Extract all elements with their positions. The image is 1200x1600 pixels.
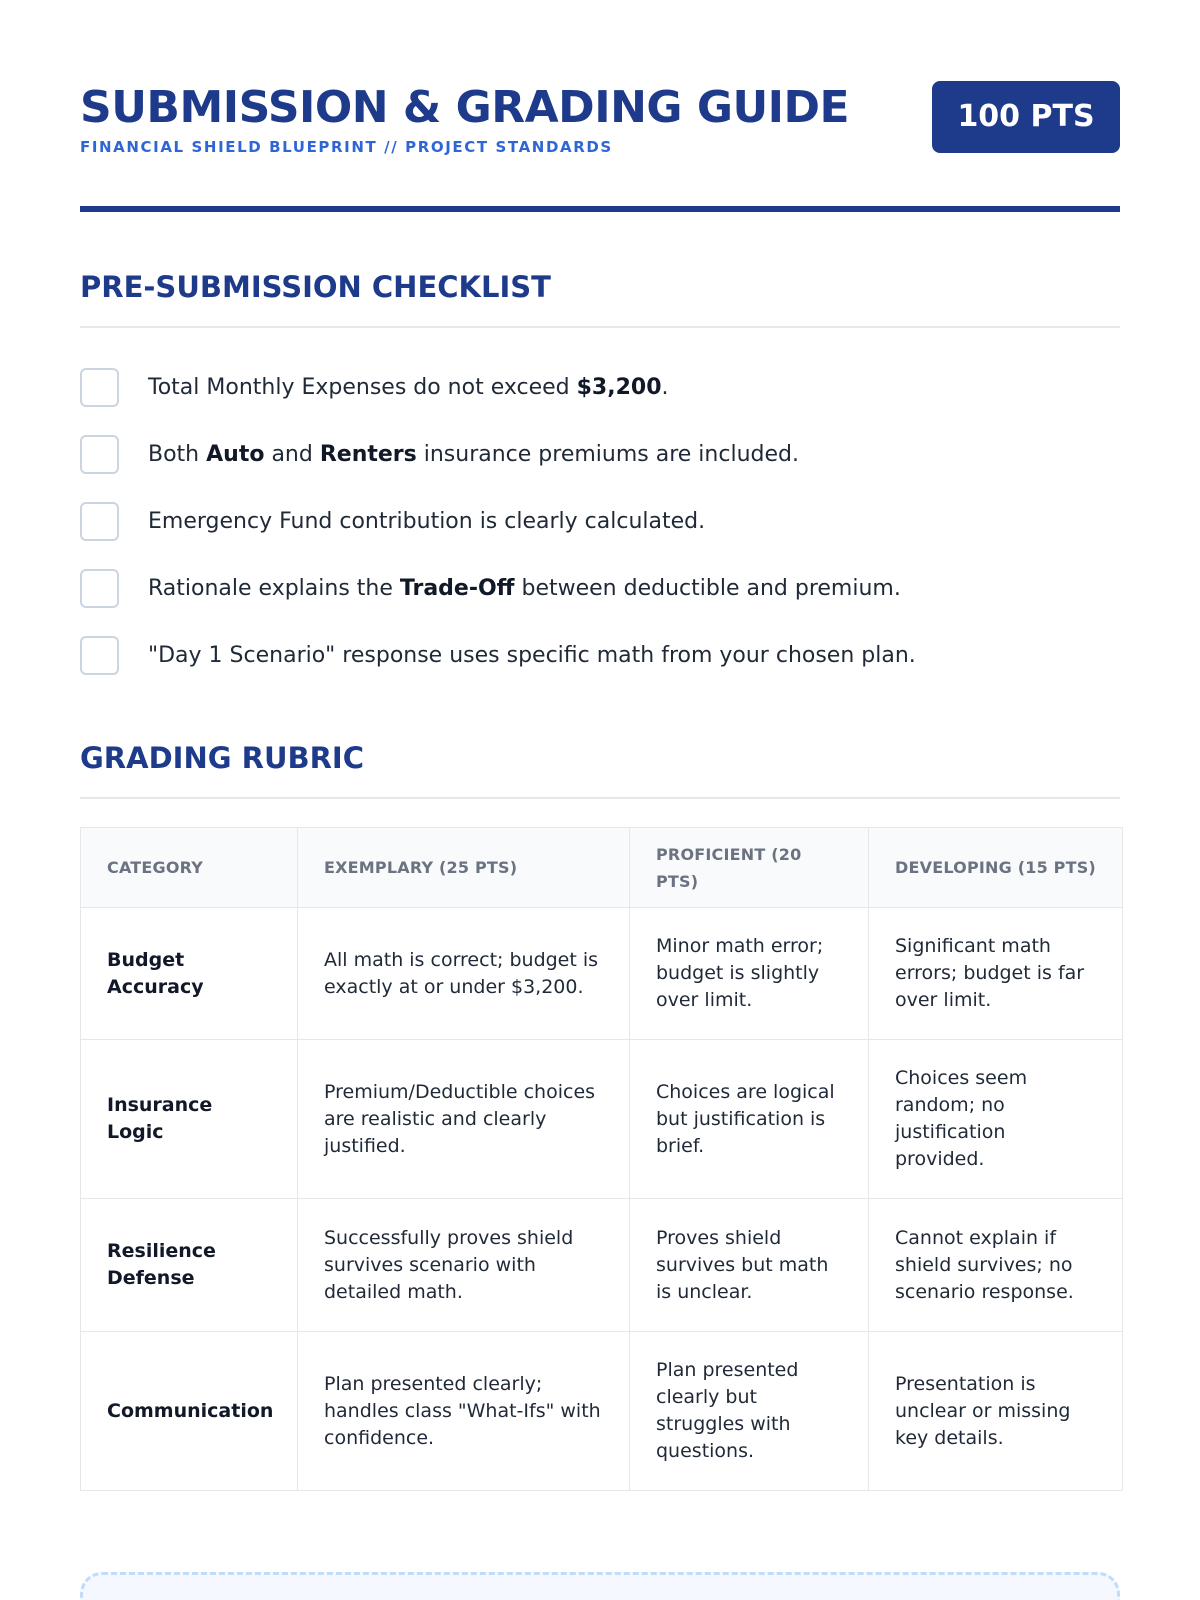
text-segment: insurance premiums are included. [416, 442, 799, 467]
text-segment: "Day 1 Scenario" response uses specific math from your chosen plan. [148, 643, 916, 668]
text-segment: and [264, 442, 320, 467]
checklist-item-text [148, 509, 705, 534]
category-cell: Budget Accuracy [81, 908, 298, 1040]
rubric-header-row [81, 828, 1123, 908]
table-cell: Minor math error; budget is slightly over limit. [630, 908, 869, 1040]
text-segment: Emergency Fund contribution is clearly calculated. [148, 509, 706, 534]
text-segment: between deductible and premium. [514, 576, 901, 601]
table-cell: Premium/Deductible choices are realistic and clearly justified. [298, 1040, 630, 1199]
table-cell: Proves shield survives but math is unclear. [630, 1199, 869, 1332]
rubric-section [80, 741, 1120, 1491]
checklist-item [80, 421, 1120, 488]
table-cell: All math is correct; budget is exactly at or under $3,200. [298, 908, 630, 1040]
checklist-item [80, 622, 1120, 689]
header-proficient: PROFICIENT (20 PTS) [630, 828, 869, 908]
dashed-note-box [80, 1572, 1120, 1600]
table-row [81, 908, 1123, 1040]
emphasis-text: $3,200 [576, 375, 662, 400]
checklist-section [80, 270, 1120, 689]
category-cell: Insurance Logic [81, 1040, 298, 1199]
checkbox[interactable] [80, 435, 119, 474]
header-developing: DEVELOPING (15 PTS) [869, 828, 1123, 908]
rubric-table [80, 827, 1123, 1491]
table-cell: Significant math errors; budget is far over limit. [869, 908, 1123, 1040]
emphasis-text: Trade-Off [399, 576, 515, 601]
checklist-item [80, 555, 1120, 622]
rubric-title: GRADING RUBRIC [80, 741, 1120, 799]
checklist-item [80, 488, 1120, 555]
emphasis-text: Auto [206, 442, 265, 467]
header [80, 0, 1120, 212]
text-segment: . [661, 375, 669, 400]
text-segment: Both [148, 442, 207, 467]
checklist-item-text [148, 576, 901, 601]
table-cell: Presentation is unclear or missing key details. [869, 1332, 1123, 1491]
checklist-item-text [148, 643, 916, 668]
checkbox[interactable] [80, 569, 119, 608]
emphasis-text: Renters [319, 442, 417, 467]
text-segment: Total Monthly Expenses do not exceed [148, 375, 577, 400]
category-cell: Communication [81, 1332, 298, 1491]
checkbox[interactable] [80, 636, 119, 675]
checkbox[interactable] [80, 368, 119, 407]
text-segment: Rationale explains the [148, 576, 400, 601]
category-cell: Resilience Defense [81, 1199, 298, 1332]
table-row [81, 1199, 1123, 1332]
header-category: CATEGORY [81, 828, 298, 908]
table-cell: Choices are logical but justification is brief. [630, 1040, 869, 1199]
table-cell: Plan presented clearly but struggles with questions. [630, 1332, 869, 1491]
points-badge: 100 PTS [932, 81, 1120, 153]
checklist-item-text [148, 442, 799, 467]
checklist-item-text [148, 375, 669, 400]
checklist-title: PRE-SUBMISSION CHECKLIST [80, 270, 1120, 328]
table-row [81, 1332, 1123, 1491]
checkbox[interactable] [80, 502, 119, 541]
table-cell: Choices seem random; no justification provided. [869, 1040, 1123, 1199]
table-row [81, 1040, 1123, 1199]
checklist-item [80, 354, 1120, 421]
checklist [80, 354, 1120, 689]
table-cell: Successfully proves shield survives scenario with detailed math. [298, 1199, 630, 1332]
header-exemplary: EXEMPLARY (25 PTS) [298, 828, 630, 908]
table-cell: Plan presented clearly; handles class "What-Ifs" with confidence. [298, 1332, 630, 1491]
table-cell: Cannot explain if shield survives; no scenario response. [869, 1199, 1123, 1332]
page-title: SUBMISSION & GRADING GUIDE [80, 82, 850, 133]
page-subtitle: FINANCIAL SHIELD BLUEPRINT // PROJECT STANDARDS [80, 138, 613, 156]
